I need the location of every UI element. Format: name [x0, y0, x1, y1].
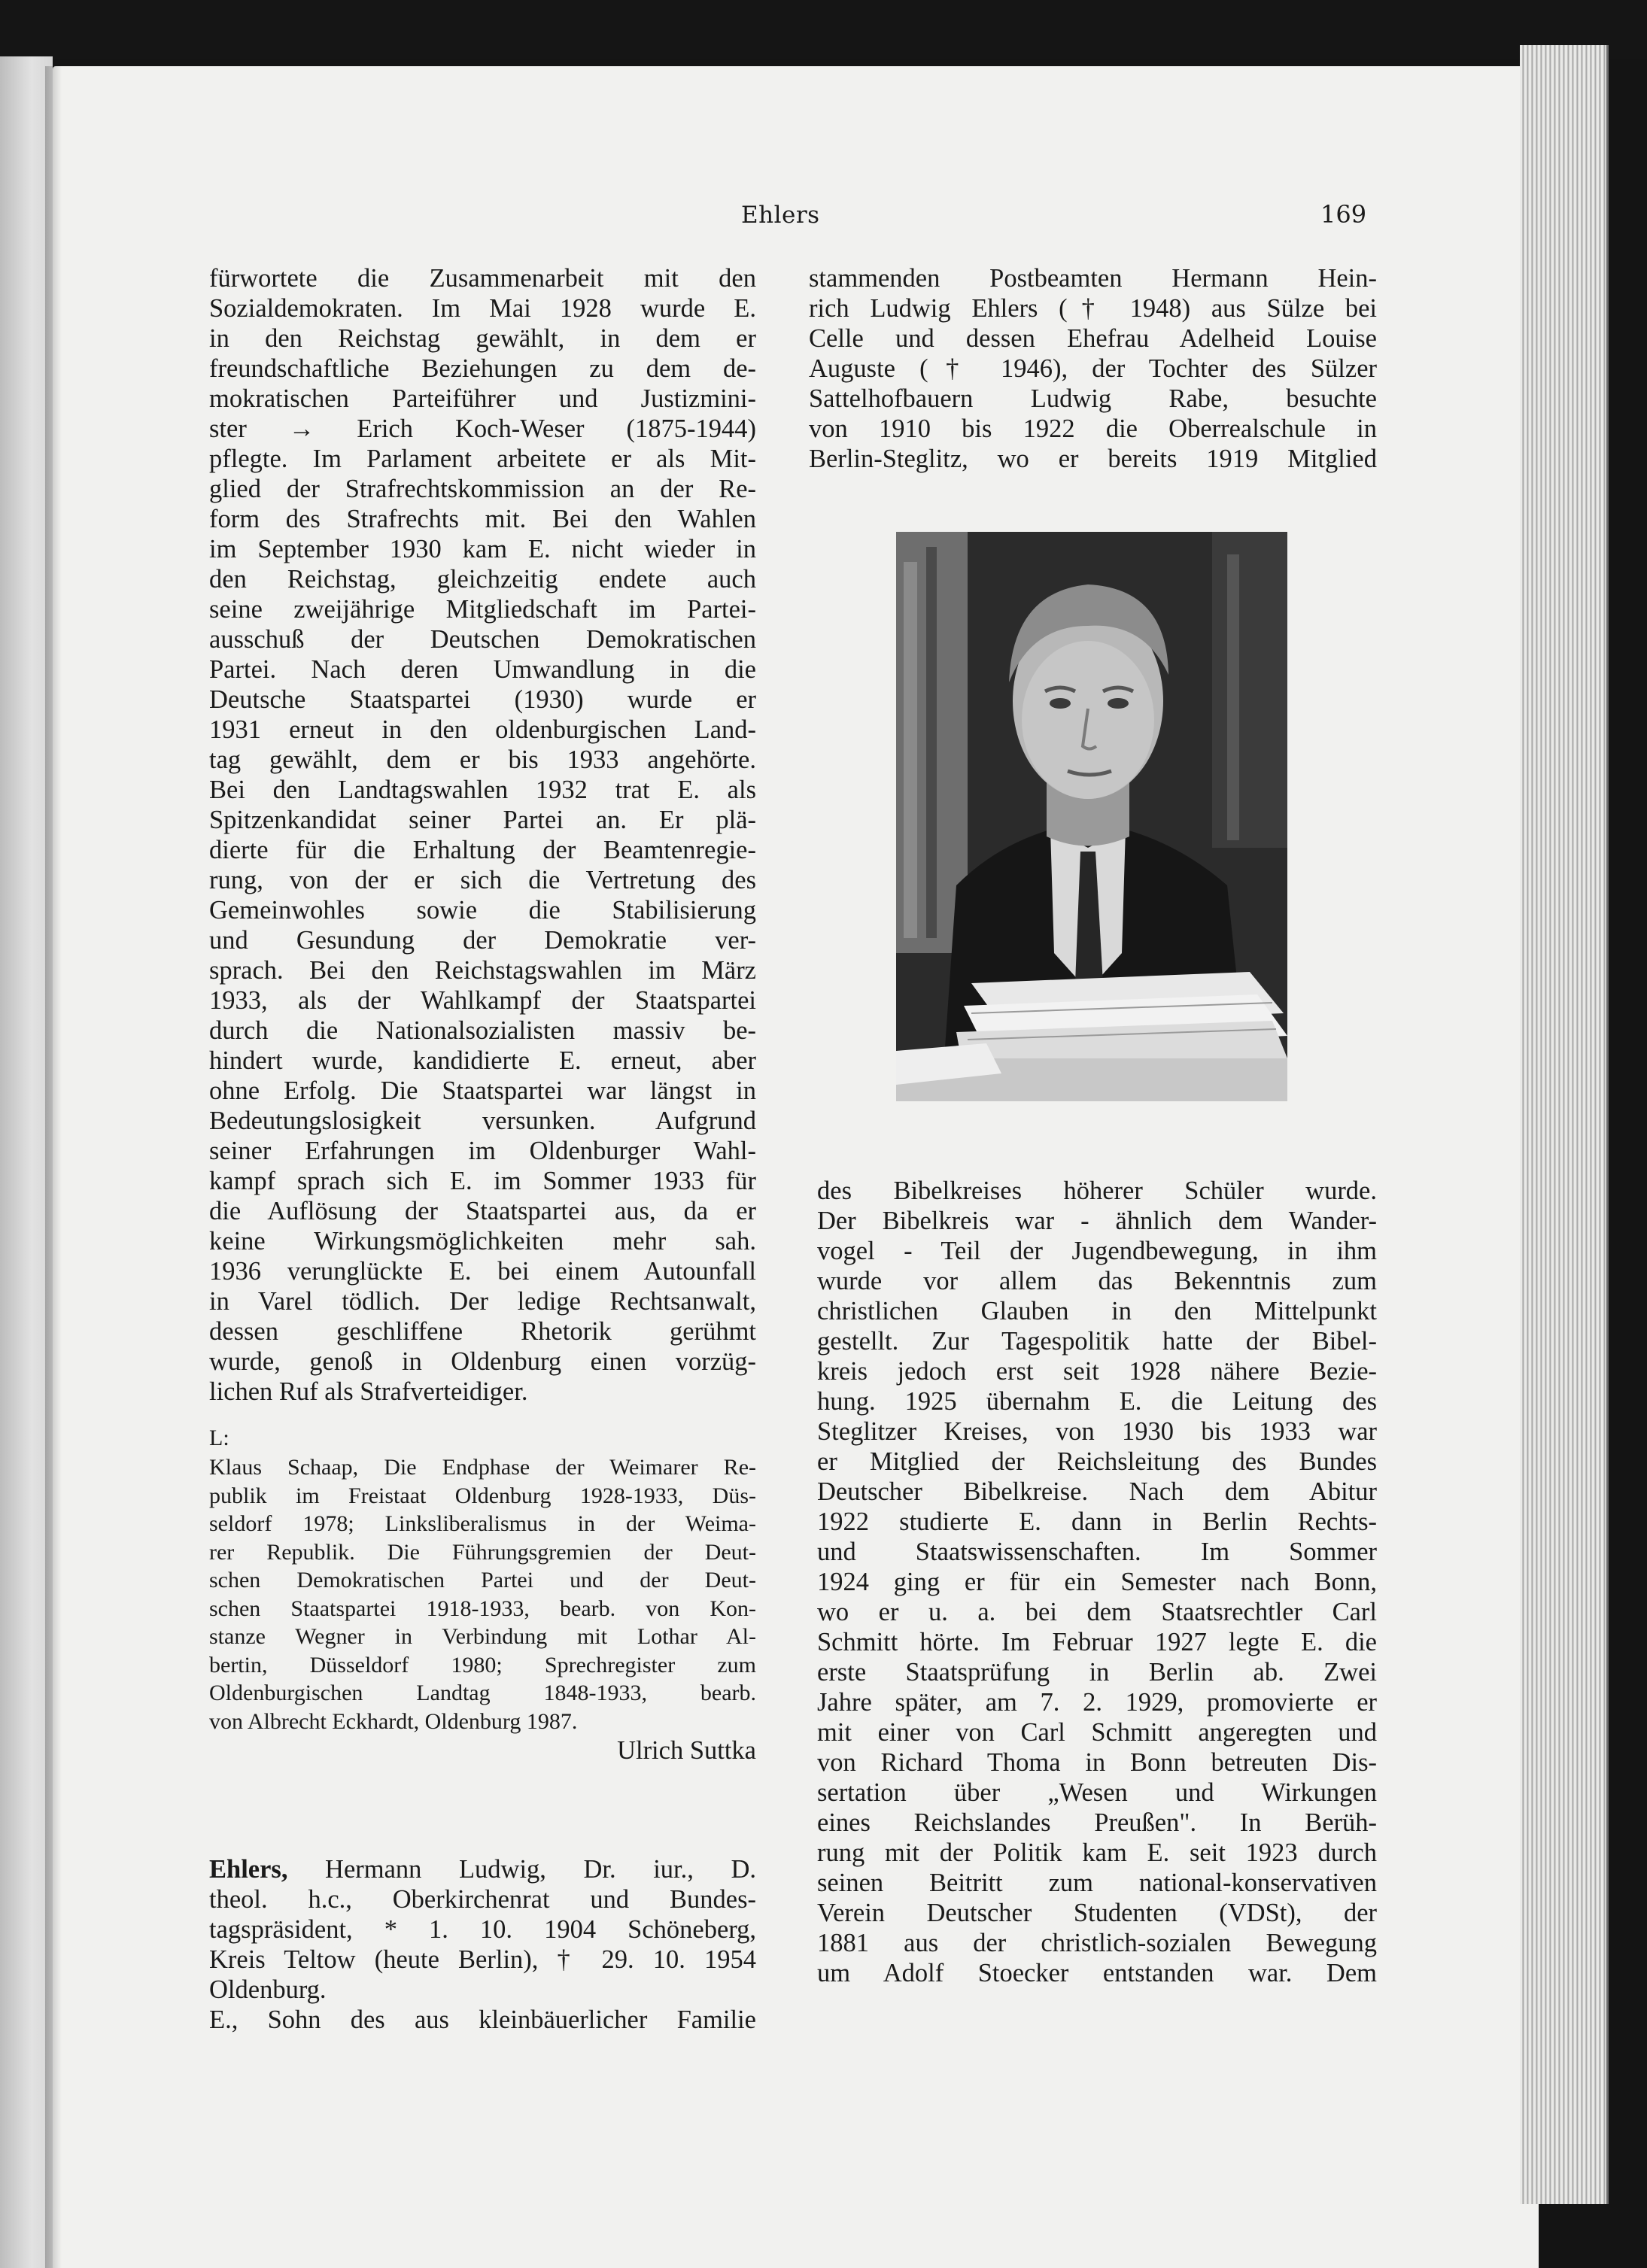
new-entry	[209, 1854, 756, 2035]
literature-line: seldorf 1978; Linksliberalismus in der Weima-	[209, 1511, 756, 1536]
text-line: eines Reichslandes Preußen". In Berüh-	[817, 1808, 1377, 1837]
entry-name: Hermann Ludwig, Dr. iur., D.	[287, 1855, 756, 1884]
text-line: von Richard Thoma in Bonn betreuten Dis-	[817, 1748, 1377, 1777]
text-line: keine Wirkungsmöglichkeiten mehr sah.	[209, 1227, 756, 1255]
text-line: dessen geschliffene Rhetorik gerühmt	[209, 1317, 756, 1346]
text-line: seine zweijährige Mitgliedschaft im Partei-	[209, 595, 756, 624]
text-line: wo er u. a. bei dem Staatsrechtler Carl	[817, 1598, 1377, 1626]
text-line: Jahre später, am 7. 2. 1929, promovierte er	[817, 1688, 1377, 1717]
literature-label: L:	[209, 1425, 229, 1450]
text-line: von 1910 bis 1922 die Oberrealschule in	[809, 414, 1377, 443]
text-line: wurde, genoß in Oldenburg einen vorzüg-	[209, 1347, 756, 1376]
literature-line: schen Staatspartei 1918-1933, bearb. von Kon-	[209, 1595, 756, 1621]
text-line: Bei den Landtagswahlen 1932 trat E. als	[209, 776, 756, 804]
text-line: Spitzenkandidat seiner Partei an. Er plä-	[209, 806, 756, 834]
entry-line: Oldenburg.	[209, 1975, 327, 2004]
text-line: form des Strafrechts mit. Bei den Wahlen	[209, 505, 756, 533]
text-line: ausschuß der Deutschen Demokratischen	[209, 625, 756, 654]
text-line: und Staatswissenschaften. Im Sommer	[817, 1538, 1377, 1566]
text-line: und Gesundung der Demokratie ver-	[209, 926, 756, 955]
text-line: Deutscher Bibelkreise. Nach dem Abitur	[817, 1477, 1377, 1506]
text-line: um Adolf Stoecker entstanden war. Dem	[817, 1959, 1377, 1987]
text-line: glied der Strafrechtskommission an der Re-	[209, 475, 756, 503]
right-column-top	[809, 263, 1377, 474]
text-line: kampf sprach sich E. im Sommer 1933 für	[209, 1167, 756, 1195]
entry-line: E., Sohn des aus kleinbäuerlicher Familie	[209, 2005, 756, 2034]
text-line: 1936 verunglückte E. bei einem Autounfall	[209, 1257, 756, 1286]
text-line: hindert wurde, kandidierte E. erneut, aber	[209, 1046, 756, 1075]
text-line: Partei. Nach deren Umwandlung in die	[209, 655, 756, 684]
entry-line: theol. h.c., Oberkirchenrat und Bundes-	[209, 1885, 756, 1914]
text-line: Deutsche Staatspartei (1930) wurde er	[209, 685, 756, 714]
text-line: stammenden Postbeamten Hermann Hein-	[809, 264, 1377, 293]
text-line: Gemeinwohles sowie die Stabilisierung	[209, 896, 756, 925]
text-line: Steglitzer Kreises, von 1930 bis 1933 war	[817, 1417, 1377, 1446]
text-line: kreis jedoch erst seit 1928 nähere Bezie-	[817, 1357, 1377, 1386]
literature-line: von Albrecht Eckhardt, Oldenburg 1987.	[209, 1708, 578, 1734]
text-line: 1922 studierte E. dann in Berlin Rechts-	[817, 1507, 1377, 1536]
text-line: er Mitglied der Reichsleitung des Bundes	[817, 1447, 1377, 1476]
text-line: fürwortete die Zusammenarbeit mit den	[209, 264, 756, 293]
page-number: 169	[1320, 200, 1367, 229]
literature-line: publik im Freistaat Oldenburg 1928-1933, Düs-	[209, 1483, 756, 1508]
text-line: Schmitt hörte. Im Februar 1927 legte E. die	[817, 1628, 1377, 1656]
text-line: dierte für die Erhaltung der Beamtenregie-	[209, 836, 756, 864]
scanner-background	[0, 0, 1647, 59]
text-line: Der Bibelkreis war - ähnlich dem Wander-	[817, 1207, 1377, 1235]
text-line: ohne Erfolg. Die Staatspartei war längst in	[209, 1076, 756, 1105]
text-line: Verein Deutscher Studenten (VDSt), der	[817, 1899, 1377, 1927]
running-head: Ehlers	[741, 202, 820, 229]
entry-line: tagspräsident, * 1. 10. 1904 Schöneberg,	[209, 1915, 756, 1944]
text-line: Sozialdemokraten. Im Mai 1928 wurde E.	[209, 294, 756, 323]
text-line: 1933, als der Wahlkampf der Staatspartei	[209, 986, 756, 1015]
entry-line: Kreis Teltow (heute Berlin), † 29. 10. 1954	[209, 1945, 756, 1974]
text-line: erste Staatsprüfung in Berlin ab. Zwei	[817, 1658, 1377, 1687]
text-line: mokratischen Parteiführer und Justizmini-	[209, 384, 756, 413]
portrait-photo	[896, 532, 1287, 1101]
text-line: gestellt. Zur Tagespolitik hatte der Bibel-	[817, 1327, 1377, 1356]
text-line: Auguste († 1946), der Tochter des Sülzer	[809, 354, 1377, 383]
text-line: 1924 ging er für ein Semester nach Bonn,	[817, 1568, 1377, 1596]
entry-first-line	[209, 1854, 756, 1884]
text-line: 1931 erneut in den oldenburgischen Land-	[209, 715, 756, 744]
text-line: mit einer von Carl Schmitt angeregten und	[817, 1718, 1377, 1747]
right-column-bottom	[817, 1176, 1377, 1988]
text-line: freundschaftliche Beziehungen zu dem de-	[209, 354, 756, 383]
literature-line: stanze Wegner in Verbindung mit Lothar Al-	[209, 1624, 756, 1649]
text-line: 1881 aus der christlich-sozialen Bewegung	[817, 1929, 1377, 1957]
page-stack-edges	[1520, 45, 1609, 2204]
left-body-text	[209, 263, 756, 1407]
text-line: rich Ludwig Ehlers († 1948) aus Sülze bei	[809, 294, 1377, 323]
text-line: in Varel tödlich. Der ledige Rechtsanwalt,	[209, 1287, 756, 1316]
text-line: lichen Ruf als Strafverteidiger.	[209, 1377, 528, 1406]
text-line: seiner Erfahrungen im Oldenburger Wahl-	[209, 1137, 756, 1165]
text-line: Bedeutungslosigkeit versunken. Aufgrund	[209, 1107, 756, 1135]
portrait-illustration	[896, 532, 1287, 1101]
literature-line: schen Demokratischen Partei und der Deut-	[209, 1568, 756, 1592]
text-line: christlichen Glauben in den Mittelpunkt	[817, 1297, 1377, 1325]
literature-line: Oldenburgischen Landtag 1848-1933, bearb.	[209, 1681, 756, 1705]
literature-list	[209, 1453, 756, 1735]
text-line: in den Reichstag gewählt, in dem er	[209, 324, 756, 353]
entry-headword: Ehlers,	[209, 1855, 288, 1884]
text-line: Sattelhofbauern Ludwig Rabe, besuchte	[809, 384, 1377, 413]
text-line: im September 1930 kam E. nicht wieder in	[209, 535, 756, 563]
text-line: die Auflösung der Staatspartei aus, da er	[209, 1197, 756, 1225]
text-line: hung. 1925 übernahm E. die Leitung des	[817, 1387, 1377, 1416]
text-line: den Reichstag, gleichzeitig endete auch	[209, 565, 756, 594]
text-line: durch die Nationalsozialisten massiv be-	[209, 1016, 756, 1045]
text-line: seinen Beitritt zum national-konservativen	[817, 1869, 1377, 1897]
text-line: rung mit der Politik kam E. seit 1923 durch	[817, 1838, 1377, 1867]
text-line: sertation über „Wesen und Wirkungen	[817, 1778, 1377, 1807]
text-line: Celle und dessen Ehefrau Adelheid Louise	[809, 324, 1377, 353]
text-line: Berlin-Steglitz, wo er bereits 1919 Mitglied	[809, 445, 1377, 473]
text-line: sprach. Bei den Reichstagswahlen im März	[209, 956, 756, 985]
text-line: vogel - Teil der Jugendbewegung, in ihm	[817, 1237, 1377, 1265]
entry-body-text	[209, 1884, 756, 2035]
text-line: tag gewählt, dem er bis 1933 angehörte.	[209, 745, 756, 774]
text-line: rung, von der er sich die Vertretung des	[209, 866, 756, 894]
literature-line: bertin, Düsseldorf 1980; Sprechregister zum	[209, 1652, 756, 1677]
text-line: wurde vor allem das Bekenntnis zum	[817, 1267, 1377, 1295]
article-author: Ulrich Suttka	[617, 1736, 756, 1765]
literature-line: Klaus Schaap, Die Endphase der Weimarer Re-	[209, 1455, 756, 1480]
text-line: des Bibelkreises höherer Schüler wurde.	[817, 1177, 1377, 1205]
gutter-shadow	[45, 66, 62, 2268]
literature-line: rer Republik. Die Führungsgremien der Deut-	[209, 1539, 756, 1565]
left-column	[209, 263, 756, 2035]
text-line: pflegte. Im Parlament arbeitete er als Mit-	[209, 445, 756, 473]
text-line: ster → Erich Koch-Weser (1875-1944)	[209, 414, 756, 443]
